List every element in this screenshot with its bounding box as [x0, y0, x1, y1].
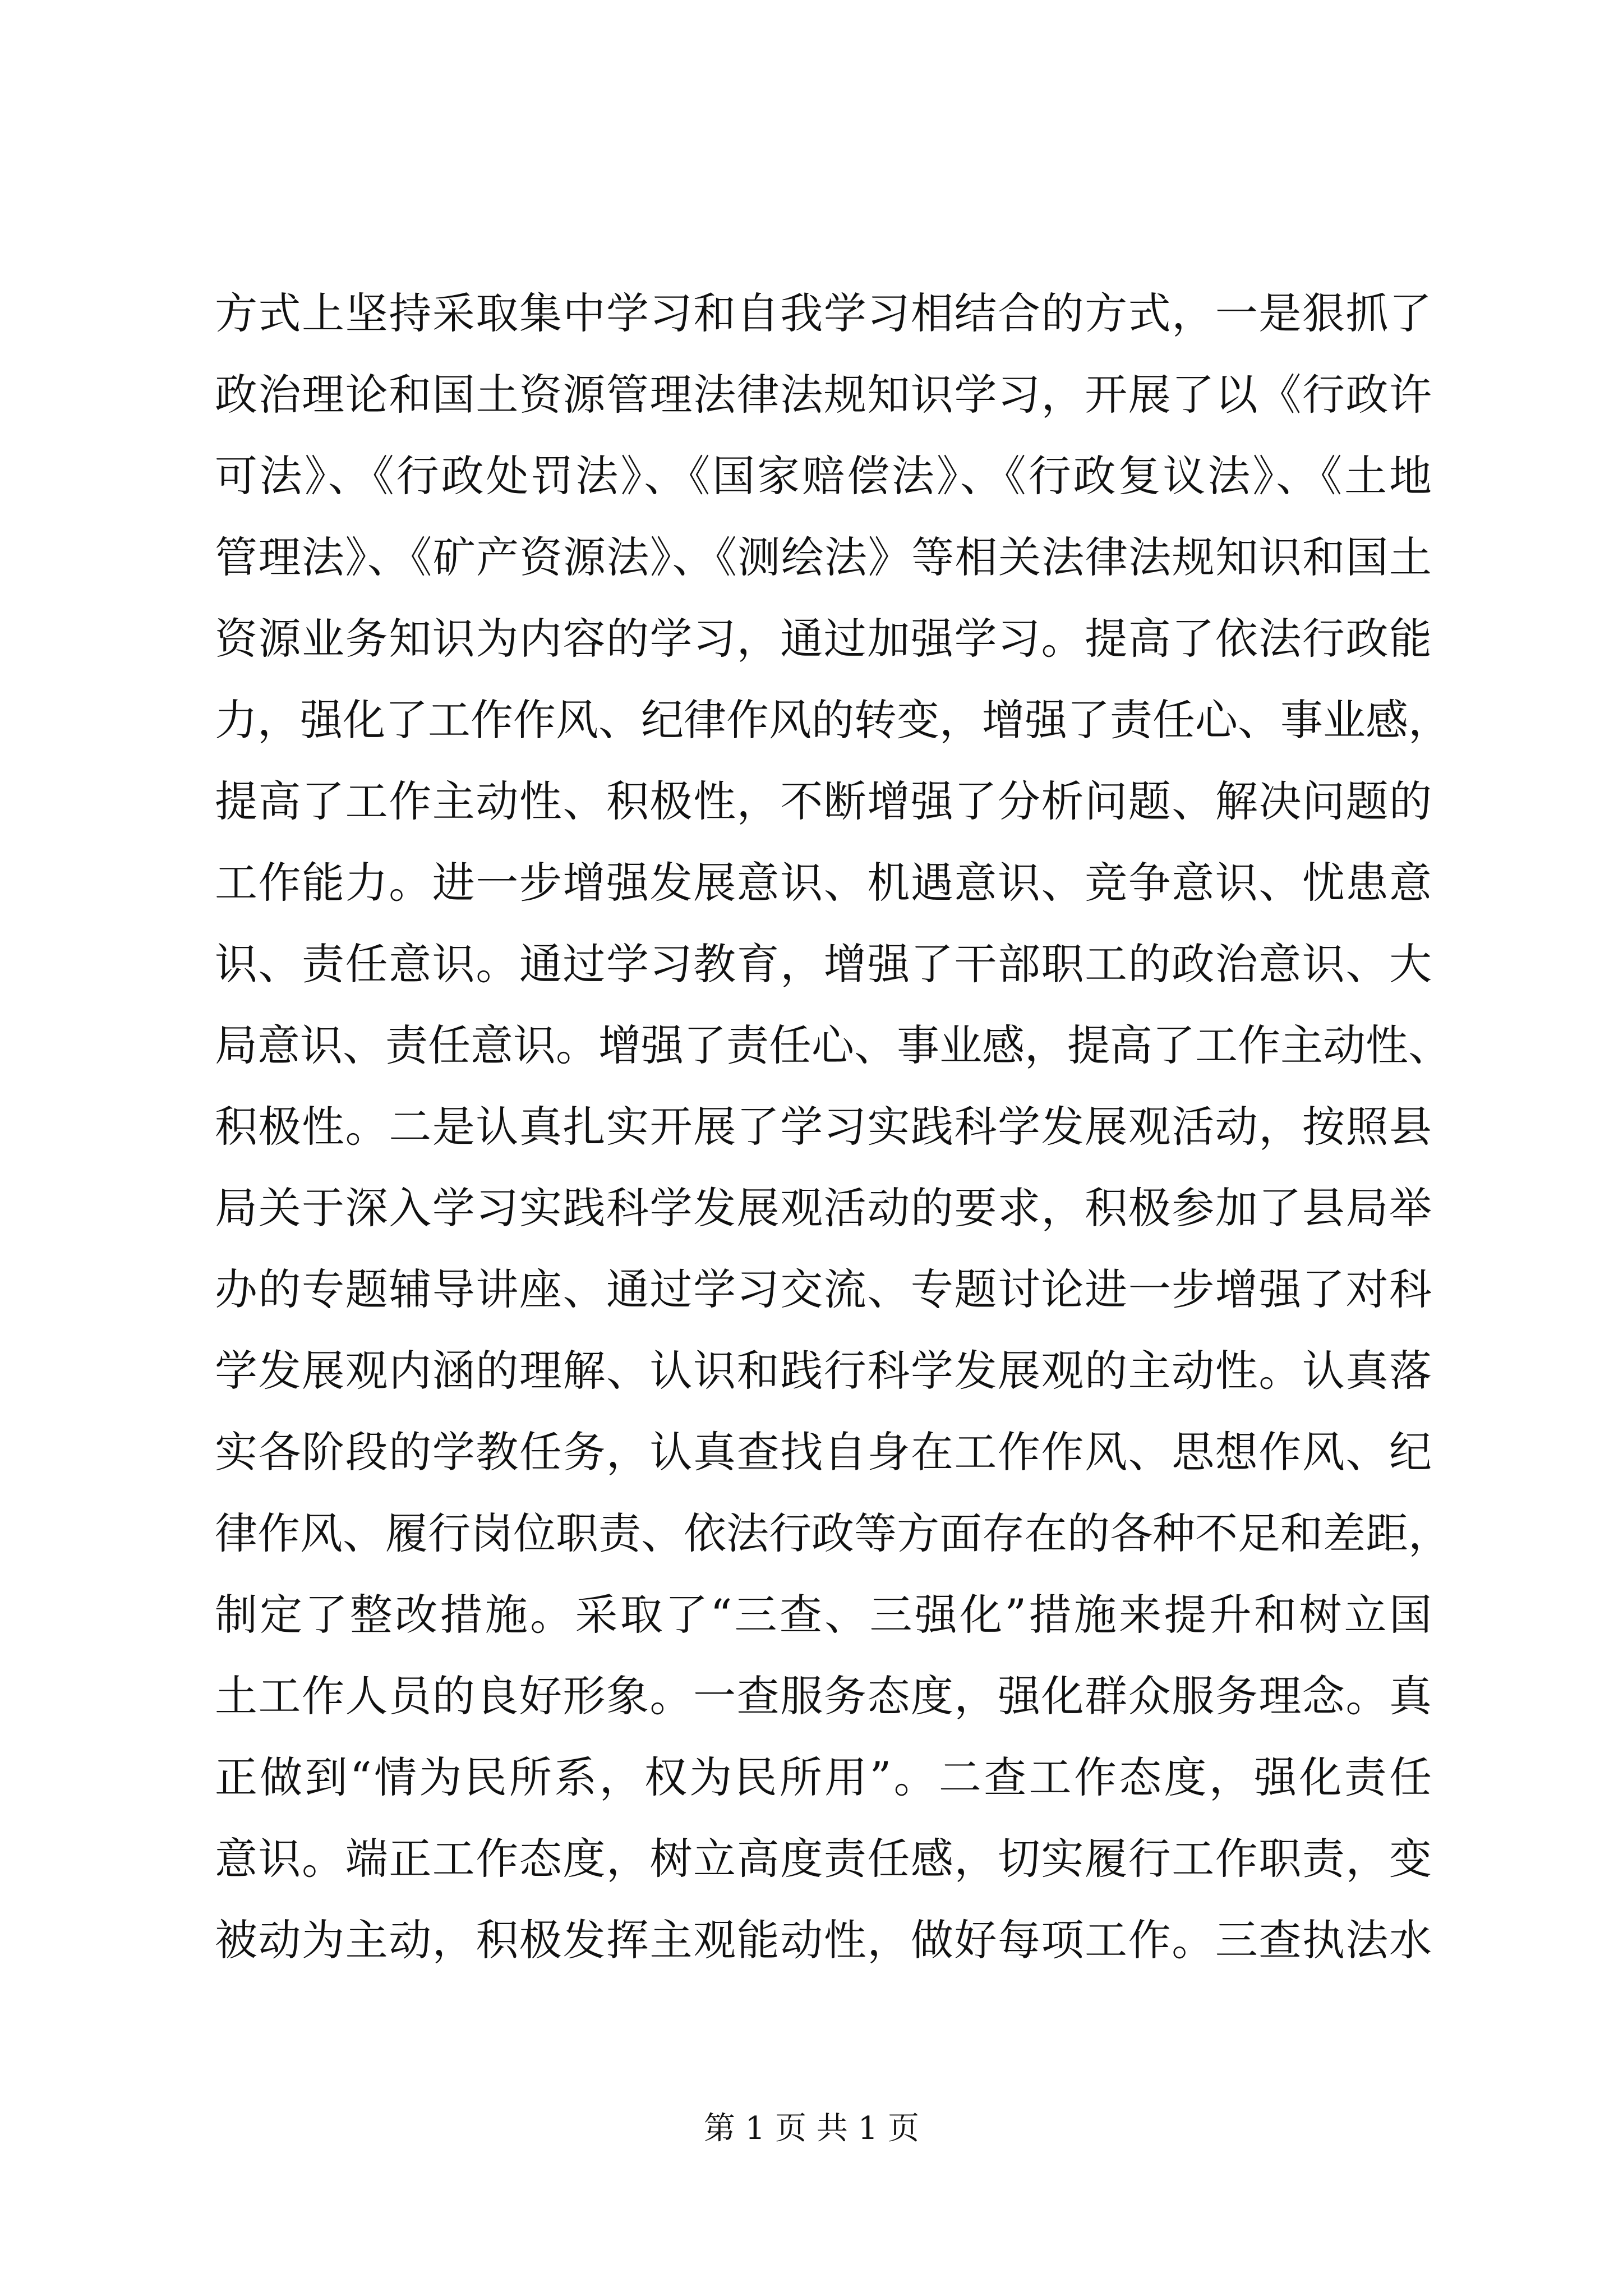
text-line: 政治理论和国土资源管理法律法规知识学习，开展了以《行政许: [215, 370, 1432, 420]
text-line: 局关于深入学习实践科学发展观活动的要求，积极参加了县局举: [215, 1183, 1432, 1233]
text-line: 学发展观内涵的理解、认识和践行科学发展观的主动性。认真落: [215, 1346, 1432, 1396]
text-line: 工作能力。进一步增强发展意识、机遇意识、竞争意识、忧患意: [215, 858, 1432, 908]
text-line: 可法》、《行政处罚法》、《国家赔偿法》、《行政复议法》、《土地: [215, 451, 1432, 501]
text-line: 被动为主动，积极发挥主观能动性，做好每项工作。三查执法水: [215, 1915, 1432, 1965]
body-text: [215, 273, 1451, 1981]
text-line: 正做到“情为民所系，权为民所用”。二查工作态度，强化责任: [215, 1752, 1432, 1802]
text-line: 律作风、履行岗位职责、依法行政等方面存在的各种不足和差距，: [215, 1508, 1451, 1558]
text-line: 资源业务知识为内容的学习，通过加强学习。提高了依法行政能: [215, 614, 1432, 664]
text-line: 方式上坚持采取集中学习和自我学习相结合的方式，一是狠抓了: [215, 288, 1432, 338]
text-line: 局意识、责任意识。增强了责任心、事业感，提高了工作主动性、: [215, 1020, 1451, 1070]
text-line: 办的专题辅导讲座、通过学习交流、专题讨论进一步增强了对科: [215, 1264, 1432, 1314]
text-line: 土工作人员的良好形象。一查服务态度，强化群众服务理念。真: [215, 1671, 1432, 1721]
page-footer: 第 1 页 共 1 页: [703, 2110, 920, 2147]
text-line: 管理法》、《矿产资源法》、《测绘法》等相关法律法规知识和国土: [215, 532, 1432, 582]
text-line: 积极性。二是认真扎实开展了学习实践科学发展观活动，按照县: [215, 1102, 1432, 1152]
text-line: 识、责任意识。通过学习教育，增强了干部职工的政治意识、大: [215, 939, 1432, 989]
text-line: 提高了工作主动性、积极性，不断增强了分析问题、解决问题的: [215, 776, 1432, 826]
text-line: 制定了整改措施。采取了“三查、三强化”措施来提升和树立国: [215, 1590, 1432, 1640]
text-line: 实各阶段的学教任务，认真查找自身在工作作风、思想作风、纪: [215, 1427, 1432, 1477]
text-line: 力，强化了工作作风、纪律作风的转变，增强了责任心、事业感，: [215, 695, 1451, 745]
text-line: 意识。端正工作态度，树立高度责任感，切实履行工作职责，变: [215, 1834, 1432, 1884]
